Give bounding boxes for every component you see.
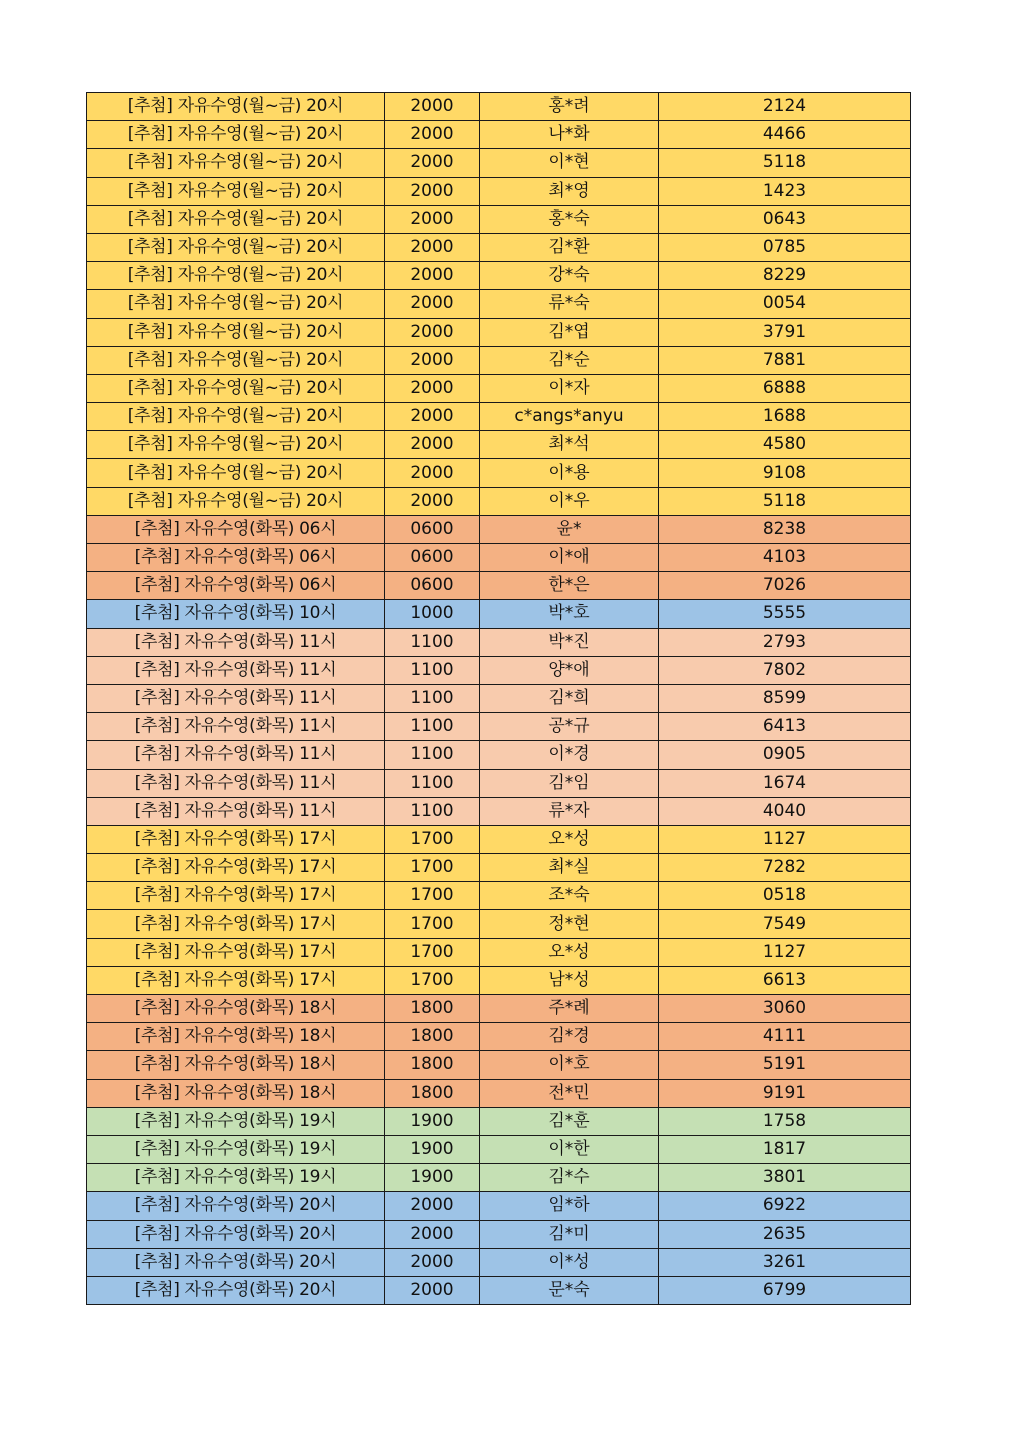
time-cell: 1900 xyxy=(385,1107,480,1135)
name-cell: 박*진 xyxy=(480,628,659,656)
time-cell: 2000 xyxy=(385,290,480,318)
name-cell: c*angs*anyu xyxy=(480,403,659,431)
code-cell: 9108 xyxy=(659,459,911,487)
program-cell: [추첨] 자유수영(화목) 17시 xyxy=(87,882,385,910)
name-cell: 주*례 xyxy=(480,995,659,1023)
time-cell: 1900 xyxy=(385,1164,480,1192)
table-row xyxy=(87,1051,911,1079)
name-cell: 정*현 xyxy=(480,910,659,938)
code-cell: 7802 xyxy=(659,656,911,684)
program-cell: [추첨] 자유수영(화목) 11시 xyxy=(87,684,385,712)
name-cell: 박*호 xyxy=(480,600,659,628)
program-cell: [추첨] 자유수영(화목) 17시 xyxy=(87,966,385,994)
code-cell: 3801 xyxy=(659,1164,911,1192)
table-row xyxy=(87,262,911,290)
time-cell: 1700 xyxy=(385,938,480,966)
table-row xyxy=(87,233,911,261)
time-cell: 1100 xyxy=(385,797,480,825)
code-cell: 1423 xyxy=(659,177,911,205)
name-cell: 이*현 xyxy=(480,149,659,177)
program-cell: [추첨] 자유수영(월~금) 20시 xyxy=(87,290,385,318)
time-cell: 2000 xyxy=(385,177,480,205)
table-row xyxy=(87,459,911,487)
program-cell: [추첨] 자유수영(월~금) 20시 xyxy=(87,403,385,431)
table-row xyxy=(87,628,911,656)
program-cell: [추첨] 자유수영(화목) 19시 xyxy=(87,1107,385,1135)
code-cell: 7026 xyxy=(659,572,911,600)
time-cell: 0600 xyxy=(385,572,480,600)
name-cell: 이*성 xyxy=(480,1248,659,1276)
time-cell: 2000 xyxy=(385,262,480,290)
table-row xyxy=(87,825,911,853)
program-cell: [추첨] 자유수영(화목) 18시 xyxy=(87,995,385,1023)
program-cell: [추첨] 자유수영(화목) 18시 xyxy=(87,1023,385,1051)
code-cell: 6613 xyxy=(659,966,911,994)
program-cell: [추첨] 자유수영(화목) 20시 xyxy=(87,1220,385,1248)
name-cell: 김*임 xyxy=(480,769,659,797)
table-row xyxy=(87,149,911,177)
code-cell: 7881 xyxy=(659,346,911,374)
program-cell: [추첨] 자유수영(화목) 20시 xyxy=(87,1276,385,1304)
time-cell: 1800 xyxy=(385,1023,480,1051)
code-cell: 4466 xyxy=(659,121,911,149)
program-cell: [추첨] 자유수영(화목) 06시 xyxy=(87,544,385,572)
name-cell: 이*자 xyxy=(480,374,659,402)
name-cell: 홍*려 xyxy=(480,93,659,121)
table-row xyxy=(87,318,911,346)
name-cell: 오*성 xyxy=(480,825,659,853)
name-cell: 김*수 xyxy=(480,1164,659,1192)
name-cell: 오*성 xyxy=(480,938,659,966)
table-row xyxy=(87,741,911,769)
code-cell: 6922 xyxy=(659,1192,911,1220)
program-cell: [추첨] 자유수영(화목) 06시 xyxy=(87,515,385,543)
time-cell: 2000 xyxy=(385,121,480,149)
table-row xyxy=(87,93,911,121)
code-cell: 5118 xyxy=(659,487,911,515)
program-cell: [추첨] 자유수영(월~금) 20시 xyxy=(87,93,385,121)
program-cell: [추첨] 자유수영(화목) 11시 xyxy=(87,797,385,825)
code-cell: 6799 xyxy=(659,1276,911,1304)
code-cell: 4111 xyxy=(659,1023,911,1051)
name-cell: 전*민 xyxy=(480,1079,659,1107)
time-cell: 1100 xyxy=(385,684,480,712)
name-cell: 김*훈 xyxy=(480,1107,659,1135)
table-row xyxy=(87,938,911,966)
program-cell: [추첨] 자유수영(화목) 17시 xyxy=(87,910,385,938)
name-cell: 김*희 xyxy=(480,684,659,712)
name-cell: 강*숙 xyxy=(480,262,659,290)
code-cell: 4040 xyxy=(659,797,911,825)
code-cell: 6888 xyxy=(659,374,911,402)
table-row xyxy=(87,1248,911,1276)
code-cell: 3060 xyxy=(659,995,911,1023)
code-cell: 3261 xyxy=(659,1248,911,1276)
code-cell: 8599 xyxy=(659,684,911,712)
program-cell: [추첨] 자유수영(월~금) 20시 xyxy=(87,374,385,402)
program-cell: [추첨] 자유수영(화목) 11시 xyxy=(87,741,385,769)
time-cell: 0600 xyxy=(385,544,480,572)
name-cell: 홍*숙 xyxy=(480,205,659,233)
code-cell: 1127 xyxy=(659,938,911,966)
name-cell: 임*하 xyxy=(480,1192,659,1220)
program-cell: [추첨] 자유수영(화목) 17시 xyxy=(87,854,385,882)
code-cell: 2635 xyxy=(659,1220,911,1248)
code-cell: 1758 xyxy=(659,1107,911,1135)
code-cell: 0905 xyxy=(659,741,911,769)
program-cell: [추첨] 자유수영(월~금) 20시 xyxy=(87,205,385,233)
table-row xyxy=(87,1220,911,1248)
name-cell: 문*숙 xyxy=(480,1276,659,1304)
name-cell: 이*호 xyxy=(480,1051,659,1079)
program-cell: [추첨] 자유수영(화목) 11시 xyxy=(87,713,385,741)
program-cell: [추첨] 자유수영(월~금) 20시 xyxy=(87,318,385,346)
time-cell: 2000 xyxy=(385,1276,480,1304)
table-body xyxy=(87,93,911,1305)
time-cell: 2000 xyxy=(385,346,480,374)
time-cell: 1700 xyxy=(385,910,480,938)
time-cell: 2000 xyxy=(385,1220,480,1248)
code-cell: 8229 xyxy=(659,262,911,290)
name-cell: 이*용 xyxy=(480,459,659,487)
program-cell: [추첨] 자유수영(화목) 11시 xyxy=(87,769,385,797)
code-cell: 5118 xyxy=(659,149,911,177)
table-row xyxy=(87,882,911,910)
name-cell: 김*환 xyxy=(480,233,659,261)
time-cell: 1700 xyxy=(385,966,480,994)
table-row xyxy=(87,713,911,741)
time-cell: 2000 xyxy=(385,374,480,402)
time-cell: 2000 xyxy=(385,205,480,233)
time-cell: 2000 xyxy=(385,1192,480,1220)
time-cell: 2000 xyxy=(385,149,480,177)
table-row xyxy=(87,854,911,882)
time-cell: 1700 xyxy=(385,825,480,853)
code-cell: 3791 xyxy=(659,318,911,346)
code-cell: 9191 xyxy=(659,1079,911,1107)
code-cell: 4103 xyxy=(659,544,911,572)
time-cell: 1100 xyxy=(385,656,480,684)
table-row xyxy=(87,290,911,318)
table-row xyxy=(87,572,911,600)
name-cell: 김*미 xyxy=(480,1220,659,1248)
time-cell: 2000 xyxy=(385,487,480,515)
time-cell: 2000 xyxy=(385,318,480,346)
code-cell: 1127 xyxy=(659,825,911,853)
name-cell: 나*화 xyxy=(480,121,659,149)
table-row xyxy=(87,656,911,684)
table-row xyxy=(87,177,911,205)
program-cell: [추첨] 자유수영(월~금) 20시 xyxy=(87,149,385,177)
table-row xyxy=(87,1135,911,1163)
table-row xyxy=(87,205,911,233)
time-cell: 0600 xyxy=(385,515,480,543)
table-row xyxy=(87,1023,911,1051)
table-row xyxy=(87,403,911,431)
table-row xyxy=(87,1107,911,1135)
time-cell: 1800 xyxy=(385,1079,480,1107)
code-cell: 1817 xyxy=(659,1135,911,1163)
name-cell: 류*숙 xyxy=(480,290,659,318)
name-cell: 류*자 xyxy=(480,797,659,825)
table-row xyxy=(87,1276,911,1304)
time-cell: 1800 xyxy=(385,1051,480,1079)
code-cell: 5555 xyxy=(659,600,911,628)
code-cell: 6413 xyxy=(659,713,911,741)
name-cell: 김*순 xyxy=(480,346,659,374)
program-cell: [추첨] 자유수영(화목) 18시 xyxy=(87,1079,385,1107)
code-cell: 1688 xyxy=(659,403,911,431)
table-row xyxy=(87,121,911,149)
program-cell: [추첨] 자유수영(화목) 06시 xyxy=(87,572,385,600)
time-cell: 1100 xyxy=(385,713,480,741)
code-cell: 0518 xyxy=(659,882,911,910)
name-cell: 최*실 xyxy=(480,854,659,882)
program-cell: [추첨] 자유수영(월~금) 20시 xyxy=(87,177,385,205)
time-cell: 1700 xyxy=(385,854,480,882)
table-row xyxy=(87,487,911,515)
table-row xyxy=(87,995,911,1023)
name-cell: 이*경 xyxy=(480,741,659,769)
name-cell: 조*숙 xyxy=(480,882,659,910)
name-cell: 윤* xyxy=(480,515,659,543)
code-cell: 2793 xyxy=(659,628,911,656)
program-cell: [추첨] 자유수영(월~금) 20시 xyxy=(87,262,385,290)
table-row xyxy=(87,1079,911,1107)
name-cell: 양*애 xyxy=(480,656,659,684)
time-cell: 1800 xyxy=(385,995,480,1023)
time-cell: 1100 xyxy=(385,628,480,656)
time-cell: 1100 xyxy=(385,769,480,797)
table-row xyxy=(87,1164,911,1192)
table-row xyxy=(87,910,911,938)
code-cell: 7549 xyxy=(659,910,911,938)
code-cell: 0643 xyxy=(659,205,911,233)
name-cell: 최*석 xyxy=(480,431,659,459)
program-cell: [추첨] 자유수영(월~금) 20시 xyxy=(87,121,385,149)
program-cell: [추첨] 자유수영(화목) 10시 xyxy=(87,600,385,628)
program-cell: [추첨] 자유수영(화목) 17시 xyxy=(87,938,385,966)
program-cell: [추첨] 자유수영(월~금) 20시 xyxy=(87,459,385,487)
time-cell: 1000 xyxy=(385,600,480,628)
lottery-results-table xyxy=(86,92,911,1305)
table-row xyxy=(87,769,911,797)
program-cell: [추첨] 자유수영(화목) 19시 xyxy=(87,1135,385,1163)
code-cell: 5191 xyxy=(659,1051,911,1079)
program-cell: [추첨] 자유수영(화목) 19시 xyxy=(87,1164,385,1192)
time-cell: 2000 xyxy=(385,93,480,121)
time-cell: 1900 xyxy=(385,1135,480,1163)
name-cell: 한*은 xyxy=(480,572,659,600)
name-cell: 이*우 xyxy=(480,487,659,515)
code-cell: 1674 xyxy=(659,769,911,797)
name-cell: 이*한 xyxy=(480,1135,659,1163)
name-cell: 공*규 xyxy=(480,713,659,741)
code-cell: 4580 xyxy=(659,431,911,459)
program-cell: [추첨] 자유수영(월~금) 20시 xyxy=(87,487,385,515)
table-row xyxy=(87,1192,911,1220)
name-cell: 김*경 xyxy=(480,1023,659,1051)
code-cell: 2124 xyxy=(659,93,911,121)
table-row xyxy=(87,544,911,572)
time-cell: 2000 xyxy=(385,403,480,431)
table-row xyxy=(87,684,911,712)
table-row xyxy=(87,966,911,994)
name-cell: 김*엽 xyxy=(480,318,659,346)
program-cell: [추첨] 자유수영(월~금) 20시 xyxy=(87,431,385,459)
program-cell: [추첨] 자유수영(월~금) 20시 xyxy=(87,233,385,261)
code-cell: 0785 xyxy=(659,233,911,261)
program-cell: [추첨] 자유수영(화목) 20시 xyxy=(87,1248,385,1276)
program-cell: [추첨] 자유수영(월~금) 20시 xyxy=(87,346,385,374)
time-cell: 1100 xyxy=(385,741,480,769)
time-cell: 1700 xyxy=(385,882,480,910)
time-cell: 2000 xyxy=(385,1248,480,1276)
program-cell: [추첨] 자유수영(화목) 17시 xyxy=(87,825,385,853)
program-cell: [추첨] 자유수영(화목) 18시 xyxy=(87,1051,385,1079)
time-cell: 2000 xyxy=(385,431,480,459)
code-cell: 8238 xyxy=(659,515,911,543)
program-cell: [추첨] 자유수영(화목) 11시 xyxy=(87,628,385,656)
table-row xyxy=(87,797,911,825)
time-cell: 2000 xyxy=(385,459,480,487)
name-cell: 이*애 xyxy=(480,544,659,572)
table-row xyxy=(87,515,911,543)
name-cell: 최*영 xyxy=(480,177,659,205)
time-cell: 2000 xyxy=(385,233,480,261)
code-cell: 7282 xyxy=(659,854,911,882)
table-row xyxy=(87,431,911,459)
program-cell: [추첨] 자유수영(화목) 20시 xyxy=(87,1192,385,1220)
program-cell: [추첨] 자유수영(화목) 11시 xyxy=(87,656,385,684)
table-row xyxy=(87,374,911,402)
table-row xyxy=(87,600,911,628)
code-cell: 0054 xyxy=(659,290,911,318)
table-row xyxy=(87,346,911,374)
name-cell: 남*성 xyxy=(480,966,659,994)
